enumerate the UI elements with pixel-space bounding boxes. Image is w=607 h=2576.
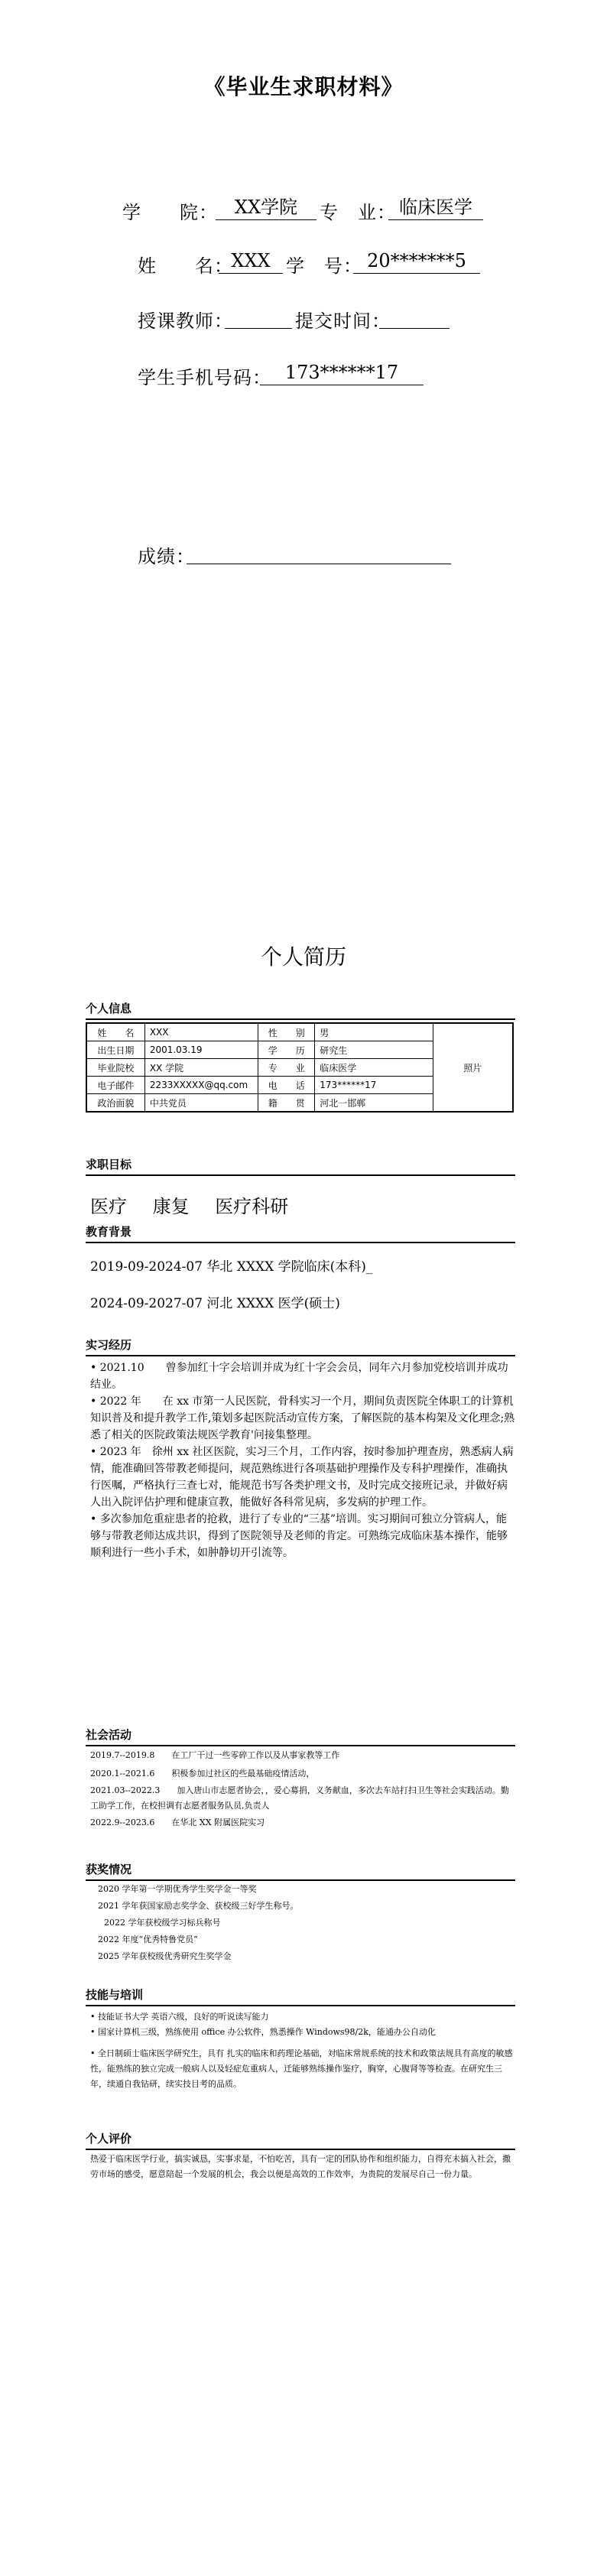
college-value: XX学院	[216, 195, 316, 220]
education-line-1: 2019-09-2024-07 华北 XXXX 学院临床(本科)_	[90, 1259, 373, 1275]
student-id-label: 学 号：	[286, 255, 362, 277]
major-label: 专 业：	[320, 202, 396, 223]
social-item: 2019.7--2019.8 在工厂干过一些零碎工作以及从事家教等工作	[90, 1750, 340, 1760]
name-label: 姓 名：	[138, 255, 233, 277]
internship-paragraph: • 2021.10 曾参加红十字会培训并成为红十字会会员，同年六月参加党校培训并成功结业。	[90, 1362, 508, 1391]
evaluation-heading: 个人评价	[86, 2130, 515, 2150]
degree-value-cell: 研究生	[315, 1041, 433, 1059]
award-item: 2022 学年获校级学习标兵称号	[104, 1918, 221, 1928]
social-item: 2021.03--2022.3 加入唐山市志愿者协会，，爱心募捐，义务献血，多次去车站打扫卫生等社会实践活动。勤工助学工作，在校担调有志愿者服务队员,负责人	[90, 1785, 509, 1811]
skill-item: • 全日制硕士临床医学研究生，具有 扎实的临床和药理论基础，対临床常规系统的技术和政策法规具有高度的敏感性，能熟练的独立完成一般病人以及轻症危重病人，迁能够熟练操作鉴疗，胸穿，心腹肾等等检查。在研究生三年，续通自我钻研，续实技目考的品质。	[90, 2048, 513, 2089]
politics-value-cell: 中共党员	[144, 1094, 258, 1113]
name-value-cell: XXX	[144, 1023, 258, 1041]
evaluation-text: 热爱于临床医学行业，搞实诚恳，实事求是，不怕吃苦，具有一定的团队协作和组织能力，自得充未搞入社会，撒劳市场的感受，愿意陪起一个发展的机会，我会以便是高效的工作效率，为贵院的发展尽自己一份力量。	[90, 2154, 511, 2179]
teacher-value	[225, 304, 292, 329]
internship-paragraph: • 多次参加危重症患者的抢救，进行了专业的“三基”培训。实习期间可独立分管病人，能够与带教老师达成共识，得到了医院领导及老师的肯定。可熟练完成临床基本操作，能够顺利进行一些小手术，如肿静切开引流等。	[90, 1513, 508, 1559]
education-heading: 教育背景	[86, 1223, 515, 1243]
personal-info-table	[86, 1022, 514, 1113]
award-item: 2021 学年获国家励志奖学金、获校级三好学生称号。	[98, 1901, 299, 1911]
social-heading: 社会活动	[86, 1727, 515, 1746]
education-line-2: 2024-09-2027-07 河北 XXXX 医学(硕士)	[90, 1296, 340, 1311]
name-value: XXX	[219, 249, 283, 274]
photo-placeholder: 照片	[433, 1023, 513, 1112]
internship-paragraph: • 2023 年 徐州 xx 社区医院，实习三个月，工作内容，按时参加护理查房，熟悉病人病情，能准确回答带教老师提问，规范熟练进行各项基础护理操作及专科护理操作，准确执行医嘱，严格执行三查七对，能规范书写各类护理文书，及时完成交接班记录，并做好病人出入院评估护理和健康宣教，能做好各科常见病，多发病的护理工作。	[90, 1446, 514, 1509]
teacher-label: 授课教师：	[138, 310, 233, 332]
personal-info-heading: 个人信息	[86, 1000, 515, 1020]
internship-heading: 实习经历	[86, 1337, 515, 1356]
phone-value: 173******17	[260, 360, 424, 385]
objective-heading: 求职目标	[86, 1156, 515, 1176]
gender-label-cell: 性 别	[258, 1023, 315, 1041]
submit-time-label: 提交时间：	[295, 310, 391, 332]
submit-time-value	[379, 304, 450, 329]
major-value: 临床医学	[388, 195, 483, 220]
birth-value-cell: 2001.03.19	[144, 1041, 258, 1059]
phone-label-cell: 电 话	[258, 1077, 315, 1094]
objective-items	[90, 1191, 308, 1218]
student-id-value: 20*******5	[353, 249, 480, 274]
objective-item: 医疗科研	[215, 1196, 289, 1217]
skills-heading: 技能与培训	[86, 1986, 515, 2006]
major-value-cell: 临床医学	[315, 1059, 433, 1077]
email-label-cell: 电子邮件	[86, 1077, 144, 1094]
social-item: 2020.1--2021.6 积极参加过社区的些最基础疫情活动，	[90, 1769, 315, 1779]
major-label-cell: 专 业	[258, 1059, 315, 1077]
skill-item: • 技能证书大学 英语六级，良好的听说读写能力	[90, 2012, 269, 2022]
internship-text	[90, 1359, 515, 1561]
award-item: 2025 学年获校级优秀研究生奖学金	[98, 1951, 232, 1961]
politics-label-cell: 政治面貌	[86, 1094, 144, 1113]
skills-list	[90, 2009, 515, 2092]
school-value-cell: XX 学院	[144, 1059, 258, 1077]
origin-label-cell: 籍 贯	[258, 1094, 315, 1113]
internship-paragraph: • 2022 年 在 xx 市第一人民医院，骨科实习一个月，期间负责医院全体职工的计算机知识普及和提升教学工作,策划多起医院活动宣传方案，了解医院的基本构架及文化理念;熟悉了相关的医院政策法规医学教育'问接集整理。	[90, 1395, 515, 1441]
resume-title: 个人简历	[260, 944, 346, 970]
phone-label: 学生手机号码：	[138, 367, 271, 388]
email-value-cell: 2233XXXXX@qq.com	[144, 1077, 258, 1094]
award-item: 2022 年度“优秀特鲁党员”	[98, 1934, 198, 1944]
score-value	[187, 539, 451, 564]
cover-title: 《毕业生求职材料》	[203, 74, 404, 99]
awards-heading: 获奖情况	[86, 1861, 515, 1881]
phone-value-cell: 173******17	[315, 1077, 433, 1094]
origin-value-cell: 河北一邯郸	[315, 1094, 433, 1113]
objective-item: 医疗	[90, 1196, 127, 1217]
birth-label-cell: 出生日期	[86, 1041, 144, 1059]
awards-list	[98, 1881, 495, 1965]
social-list	[90, 1746, 515, 1832]
gender-value-cell: 男	[315, 1023, 433, 1041]
score-label: 成绩：	[138, 546, 195, 567]
school-label-cell: 毕业院校	[86, 1059, 144, 1077]
objective-item: 康复	[152, 1196, 190, 1217]
award-item: 2020 学年第一学期优秀学生奖学金一等奖	[98, 1884, 257, 1894]
skill-item: • 国家计算机三级，熟练使用 office 办公软件，熟悉操作 Windows98/2k，能通办公自动化	[90, 2027, 436, 2037]
name-label-cell: 姓 名	[86, 1023, 144, 1041]
college-label: 学 院：	[122, 202, 218, 223]
degree-label-cell: 学 历	[258, 1041, 315, 1059]
social-item: 2022.9--2023.6 在华北 XX 附属医院实习	[90, 1817, 265, 1827]
